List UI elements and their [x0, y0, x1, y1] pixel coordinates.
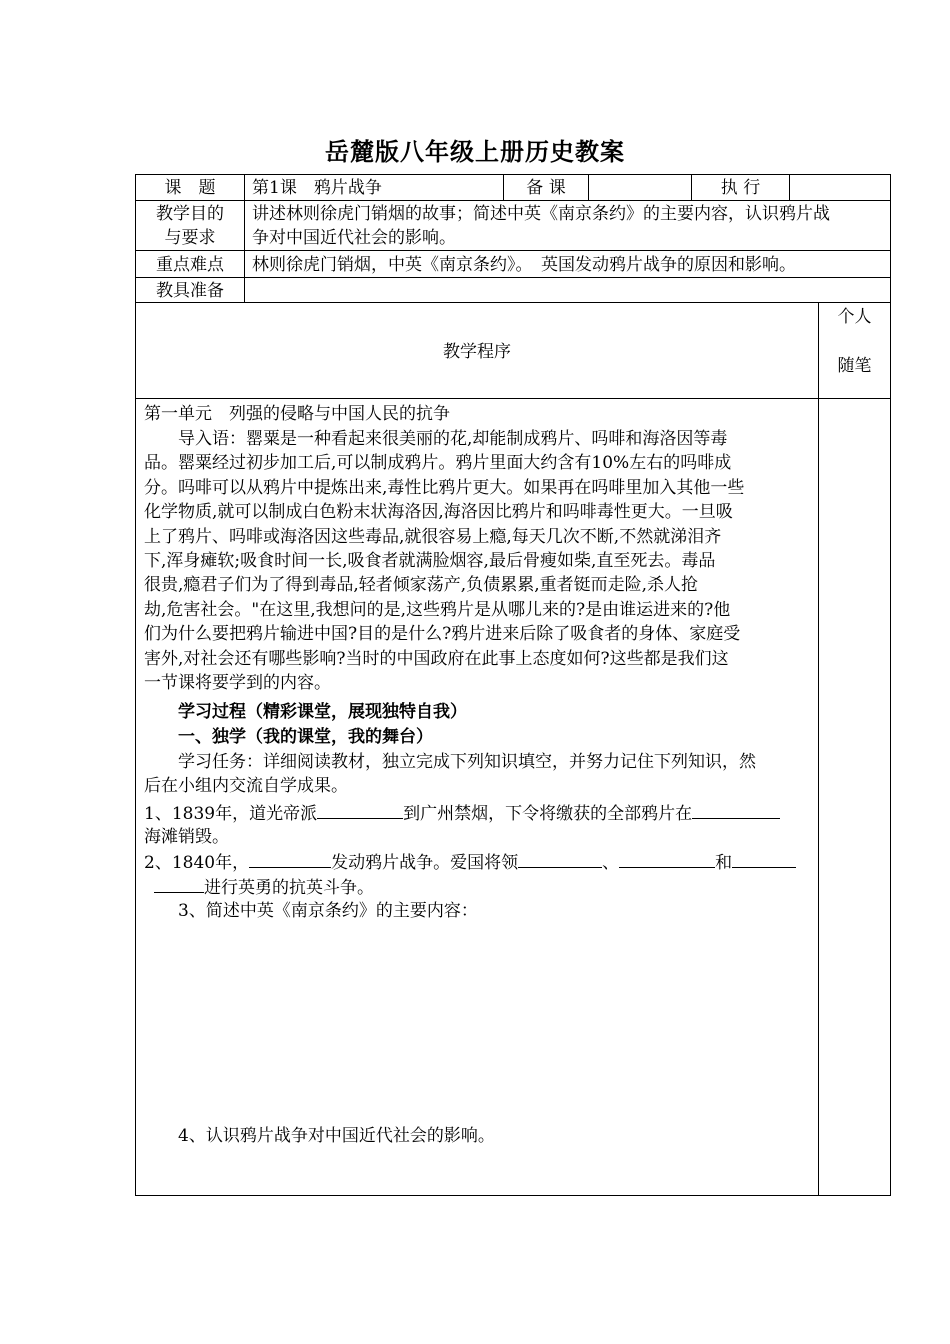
- document-title: 岳麓版八年级上册历史教案: [325, 137, 625, 166]
- notes-label-line2: 随笔: [837, 356, 872, 376]
- question-1: [144, 800, 812, 826]
- table-line: [135, 1195, 891, 1196]
- question-3: 3、简述中英《南京条约》的主要内容：: [144, 901, 478, 921]
- table-line: [890, 174, 891, 1196]
- fill-blank[interactable]: [317, 800, 403, 819]
- notes-label-line1: 个人: [837, 307, 872, 327]
- question-text: 进行英勇的抗英斗争。: [204, 878, 374, 898]
- fill-blank[interactable]: [732, 849, 796, 868]
- topic-label: 课 题: [164, 178, 216, 198]
- self-study-heading: 一、独学（我的课堂，我的舞台）: [178, 727, 433, 747]
- objectives-label-line2: 与要求: [164, 228, 216, 248]
- question-text: 和: [715, 853, 733, 873]
- question-text: 到广州禁烟，下令将缴获的全部鸦片在: [403, 804, 693, 824]
- table-line: [135, 277, 891, 278]
- table-line: [244, 174, 245, 303]
- objectives-line2: 争对中国近代社会的影响。: [252, 228, 456, 248]
- objectives-line1: 讲述林则徐虎门销烟的故事；简述中英《南京条约》的主要内容，认识鸦片战: [252, 204, 830, 224]
- intro-line: 分。吗啡可以从鸦片中提炼出来,毒性比鸦片更大。如果再在吗啡里加入其他一些: [144, 477, 745, 498]
- question-text: 、: [602, 853, 620, 873]
- task-line: 学习任务：详细阅读教材，独立完成下列知识填空，并努力记住下列知识，然: [144, 752, 756, 772]
- topic-value: 第1课 鸦片战争: [252, 178, 382, 198]
- intro-line: 害外,对社会还有哪些影响?当时的中国政府在此事上态度如何?这些都是我们这: [144, 648, 729, 669]
- intro-line: 劫,危害社会。"在这里,我想问的是,这些鸦片是从哪儿来的?是由谁运进来的?他: [144, 599, 731, 620]
- key-points-content: 林则徐虎门销烟，中英《南京条约》。 英国发动鸦片战争的原因和影响。: [252, 255, 796, 275]
- table-line: [135, 174, 891, 175]
- learning-task: [144, 750, 812, 799]
- fill-blank[interactable]: [249, 849, 331, 868]
- intro-line: 一节课将要学到的内容。: [144, 673, 331, 694]
- table-line: [135, 174, 136, 1196]
- intro-line: 下,浑身瘫软;吸食时间一长,吸食者就满脸烟容,最后骨瘦如柴,直至死去。毒品: [144, 551, 716, 572]
- question-text: 发动鸦片战争。爱国将领: [331, 853, 519, 873]
- intro-line: 上了鸦片、吗啡或海洛因这些毒品,就很容易上瘾,每天几次不断,不然就涕泪齐: [144, 526, 722, 547]
- intro-line: 品。罂粟经过初步加工后,可以制成鸦片。鸦片里面大约含有10%左右的吗啡成: [144, 453, 732, 474]
- unit-title: 第一单元 列强的侵略与中国人民的抗争: [144, 404, 450, 424]
- table-line: [818, 302, 819, 1196]
- question-text: 1、1839年，道光帝派: [144, 804, 318, 824]
- learning-process-heading: 学习过程（精彩课堂，展现独特自我）: [178, 702, 467, 722]
- prepare-label: 备 课: [526, 178, 566, 198]
- objectives-content: [252, 202, 888, 250]
- table-line: [135, 302, 891, 303]
- question-4: 4、认识鸦片战争对中国近代社会的影响。: [144, 1126, 495, 1146]
- objectives-label: [136, 202, 244, 250]
- intro-line: 导入语：罂粟是一种看起来很美丽的花,却能制成鸦片、吗啡和海洛因等毒: [144, 429, 728, 449]
- table-line: [135, 250, 891, 251]
- materials-label: 教具准备: [156, 281, 224, 301]
- task-line: 后在小组内交流自学成果。: [144, 776, 348, 797]
- objectives-label-line1: 教学目的: [156, 204, 224, 224]
- question-2-cont: [144, 874, 812, 900]
- intro-line: 很贵,瘾君子们为了得到毒品,轻者倾家荡产,负债累累,重者铤而走险,杀人抢: [144, 575, 699, 596]
- intro-line: 化学物质,就可以制成白色粉末状海洛因,海洛因比鸦片和吗啡毒性更大。一旦吸: [144, 502, 733, 523]
- table-line: [789, 174, 790, 201]
- fill-blank[interactable]: [619, 849, 715, 868]
- key-points-label: 重点难点: [156, 255, 224, 275]
- question-2: [144, 849, 812, 875]
- table-line: [588, 174, 589, 201]
- intro-line: 们为什么要把鸦片输进中国?目的是什么?鸦片进来后除了吸食者的身体、家庭受: [144, 624, 741, 645]
- table-line: [135, 398, 891, 399]
- table-line: [135, 200, 891, 201]
- fill-blank[interactable]: [518, 849, 602, 868]
- question-1-cont: 海滩销毁。: [144, 827, 229, 847]
- fill-blank[interactable]: [154, 874, 204, 893]
- question-text: 2、1840年，: [144, 853, 250, 873]
- fill-blank[interactable]: [692, 800, 780, 819]
- procedure-label: 教学程序: [443, 342, 511, 362]
- execute-label: 执 行: [720, 178, 761, 198]
- intro-paragraph: [144, 427, 812, 695]
